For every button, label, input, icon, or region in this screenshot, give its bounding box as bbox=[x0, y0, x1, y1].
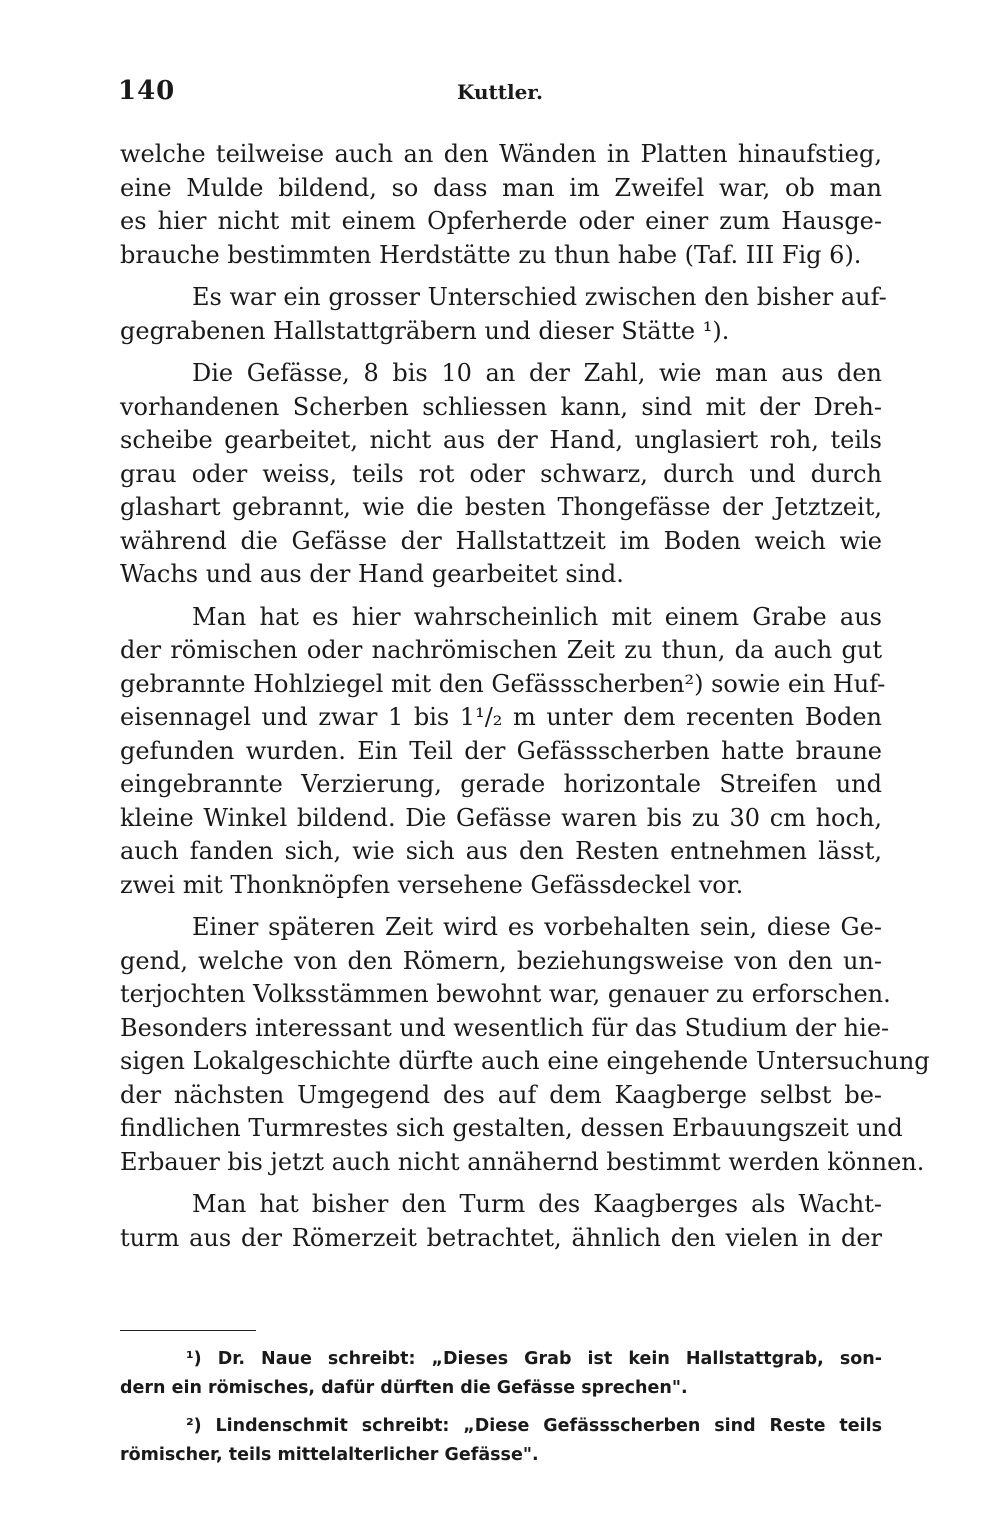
text-line: sigen Lokalgeschichte dürfte auch eine eingehende Untersuchung bbox=[120, 1047, 930, 1075]
body-text bbox=[120, 138, 930, 1264]
text-line: glashart gebrannt, wie die besten Thongefässe der Jetztzeit, bbox=[120, 493, 882, 521]
footnote-line: römischer, teils mittelalterlicher Gefässe". bbox=[120, 1445, 539, 1465]
text-line: gend, welche von den Römern, beziehungsweise von den un- bbox=[120, 946, 882, 975]
paragraph bbox=[120, 601, 886, 903]
footnote-rule bbox=[120, 1330, 256, 1331]
footnote bbox=[120, 1412, 882, 1470]
text-line: auch fanden sich, wie sich aus den Resten entnehmen lässt, bbox=[120, 837, 882, 865]
page-number: 140 bbox=[118, 76, 176, 106]
paragraph bbox=[120, 1188, 882, 1255]
text-line: welche teilweise auch an den Wänden in Platten hinaufstieg, bbox=[120, 140, 882, 168]
footnote-line: ²) Lindenschmit schreibt: „Diese Gefässscherben sind Reste teils bbox=[186, 1416, 882, 1436]
text-line: zwei mit Thonknöpfen versehene Gefässdeckel vor. bbox=[120, 870, 744, 899]
text-line: grau oder weiss, teils rot oder schwarz, durch und durch bbox=[120, 459, 882, 488]
footnotes bbox=[120, 1345, 882, 1479]
paragraph bbox=[120, 281, 887, 348]
text-line: eingebrannte Verzierung, gerade horizontale Streifen und bbox=[120, 770, 882, 798]
text-line: gegrabenen Hallstattgräbern und dieser Stätte ¹). bbox=[120, 316, 730, 345]
text-line: turm aus der Römerzeit betrachtet, ähnlich den vielen in der bbox=[120, 1223, 882, 1252]
footnote-line: ¹) Dr. Naue schreibt: „Dieses Grab ist kein Hallstattgrab, son- bbox=[186, 1349, 882, 1369]
running-head: Kuttler. bbox=[457, 80, 543, 104]
text-line: Erbauer bis jetzt auch nicht annähernd bestimmt werden können. bbox=[120, 1147, 925, 1176]
text-line: scheibe gearbeitet, nicht aus der Hand, unglasiert roh, teils bbox=[120, 426, 882, 454]
footnote-line: dern ein römisches, dafür dürften die Gefässe sprechen". bbox=[120, 1378, 688, 1398]
text-line: kleine Winkel bildend. Die Gefässe waren bis zu 30 cm hoch, bbox=[120, 803, 882, 832]
text-line: der nächsten Umgegend des auf dem Kaagberge selbst be- bbox=[120, 1080, 882, 1109]
paragraph bbox=[120, 911, 930, 1179]
paragraph bbox=[120, 357, 882, 592]
text-line: der römischen oder nachrömischen Zeit zu thun, da auch gut bbox=[120, 636, 882, 664]
text-line: findlichen Turmrestes sich gestalten, dessen Erbauungszeit und bbox=[120, 1114, 903, 1142]
text-line: eine Mulde bildend, so dass man im Zweifel war, ob man bbox=[120, 173, 882, 202]
text-line: Wachs und aus der Hand gearbeitet sind. bbox=[120, 560, 624, 588]
text-line: terjochten Volksstämmen bewohnt war, genauer zu erforschen. bbox=[120, 980, 891, 1008]
footnote bbox=[120, 1345, 882, 1403]
text-line: es hier nicht mit einem Opferherde oder einer zum Hausge- bbox=[120, 207, 882, 235]
text-line: Einer späteren Zeit wird es vorbehalten sein, diese Ge- bbox=[192, 913, 882, 941]
paragraph bbox=[120, 138, 882, 272]
text-line: gefunden wurden. Ein Teil der Gefässscherben hatte braune bbox=[120, 736, 882, 765]
text-line: Man hat bisher den Turm des Kaagberges als Wacht- bbox=[192, 1190, 882, 1218]
text-line: Besonders interessant und wesentlich für das Studium der hie- bbox=[120, 1013, 890, 1042]
text-line: gebrannte Hohlziegel mit den Gefässscherben²) sowie ein Huf- bbox=[120, 669, 886, 698]
text-line: während die Gefässe der Hallstattzeit im Boden weich wie bbox=[120, 526, 882, 555]
text-line: eisennagel und zwar 1 bis 1¹/₂ m unter dem recenten Boden bbox=[120, 703, 882, 731]
text-line: Es war ein grosser Unterschied zwischen den bisher auf- bbox=[192, 283, 887, 311]
text-line: Man hat es hier wahrscheinlich mit einem Grabe aus bbox=[192, 602, 882, 631]
text-line: Die Gefässe, 8 bis 10 an der Zahl, wie man aus den bbox=[192, 359, 882, 387]
text-line: brauche bestimmten Herdstätte zu thun habe (Taf. III Fig 6). bbox=[120, 240, 862, 269]
text-line: vorhandenen Scherben schliessen kann, sind mit der Dreh- bbox=[120, 392, 882, 421]
